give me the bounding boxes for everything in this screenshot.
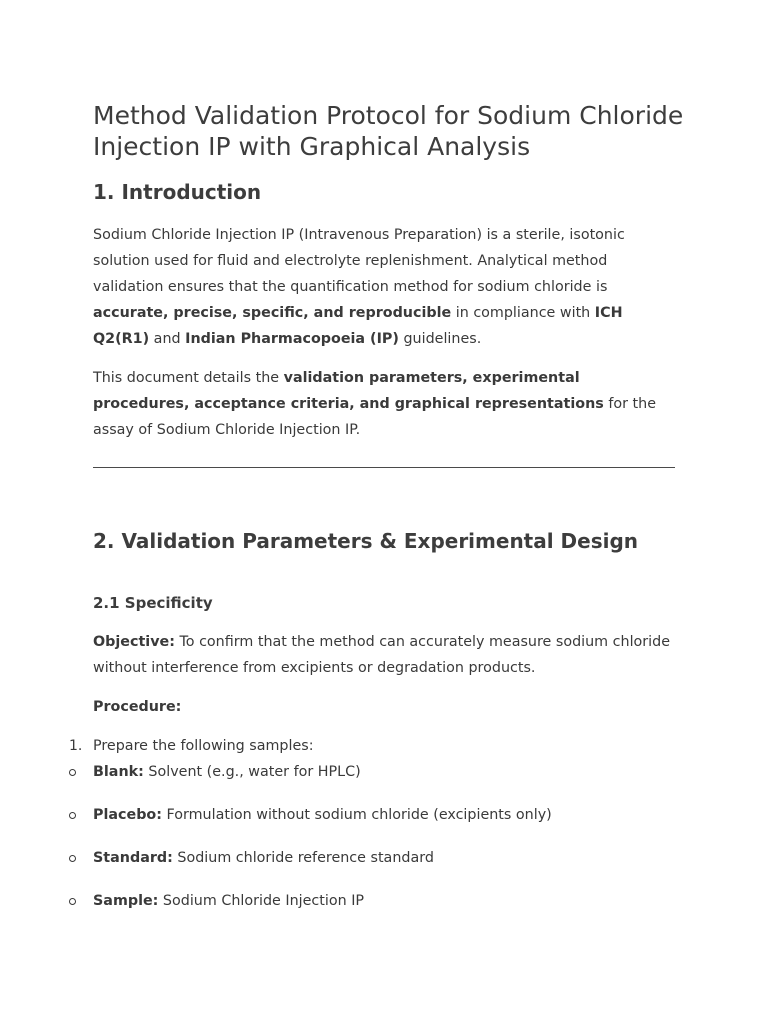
sample-text: Solvent (e.g., water for HPLC): [143, 764, 361, 780]
sample-label: Sample:: [93, 893, 159, 909]
sample-item-sample: [93, 891, 364, 911]
sample-label: Standard:: [93, 850, 173, 866]
objective-label: Objective:: [93, 634, 175, 650]
section-2-heading: 2. Validation Parameters & Experimental Design: [93, 529, 639, 553]
hollow-bullet-icon: [69, 812, 76, 819]
document-title: Method Validation Protocol for Sodium Chloride Injection IP with Graphical Analysis: [93, 101, 684, 161]
introduction-paragraph-1: [93, 222, 675, 352]
intro-p2-bold-1: validation parameters, experimental procedures, acceptance criteria, and graphical representations: [93, 370, 604, 412]
section-divider: [93, 467, 675, 468]
intro-p2-text-1: This document details the: [93, 370, 284, 386]
intro-p1-text-2: in compliance with: [451, 305, 595, 321]
sample-item-standard: [93, 848, 434, 868]
intro-p1-text-3: and: [149, 331, 186, 347]
intro-p1-bold-1: accurate, precise, specific, and reproducible: [93, 305, 452, 321]
sample-item-blank: [93, 762, 361, 782]
hollow-bullet-icon: [69, 855, 76, 862]
intro-p1-bold-2: ICH Q2(R1): [93, 305, 623, 347]
intro-p1-bold-3: Indian Pharmacopoeia (IP): [185, 331, 399, 347]
step-text: Prepare the following samples:: [93, 738, 314, 754]
procedure-label: Procedure:: [93, 699, 182, 715]
objective-paragraph: [93, 629, 675, 681]
intro-p1-text-4: guidelines.: [398, 331, 482, 347]
step-number: 1.: [69, 738, 83, 754]
hollow-bullet-icon: [69, 769, 76, 776]
sample-text: Sodium chloride reference standard: [172, 850, 434, 866]
introduction-heading: 1. Introduction: [93, 180, 262, 204]
hollow-bullet-icon: [69, 898, 76, 905]
specificity-heading: 2.1 Specificity: [93, 594, 213, 612]
intro-p2-text-2: for the assay of Sodium Chloride Injection IP.: [93, 396, 656, 438]
sample-label: Blank:: [93, 764, 144, 780]
introduction-paragraph-2: [93, 365, 675, 443]
objective-text: To confirm that the method can accurately measure sodium chloride without interference from excipients or degradation products.: [93, 634, 671, 676]
intro-p1-text-1: Sodium Chloride Injection IP (Intravenous Preparation) is a sterile, isotonic solution used for fluid and electrolyte replenishment. Analytical method validation ensures that the quantification method for sodium chloride is: [93, 227, 625, 295]
sample-text: Formulation without sodium chloride (excipients only): [161, 807, 552, 823]
sample-label: Placebo:: [93, 807, 162, 823]
sample-item-placebo: [93, 805, 552, 825]
sample-text: Sodium Chloride Injection IP: [158, 893, 365, 909]
procedure-step-1: [69, 736, 314, 756]
